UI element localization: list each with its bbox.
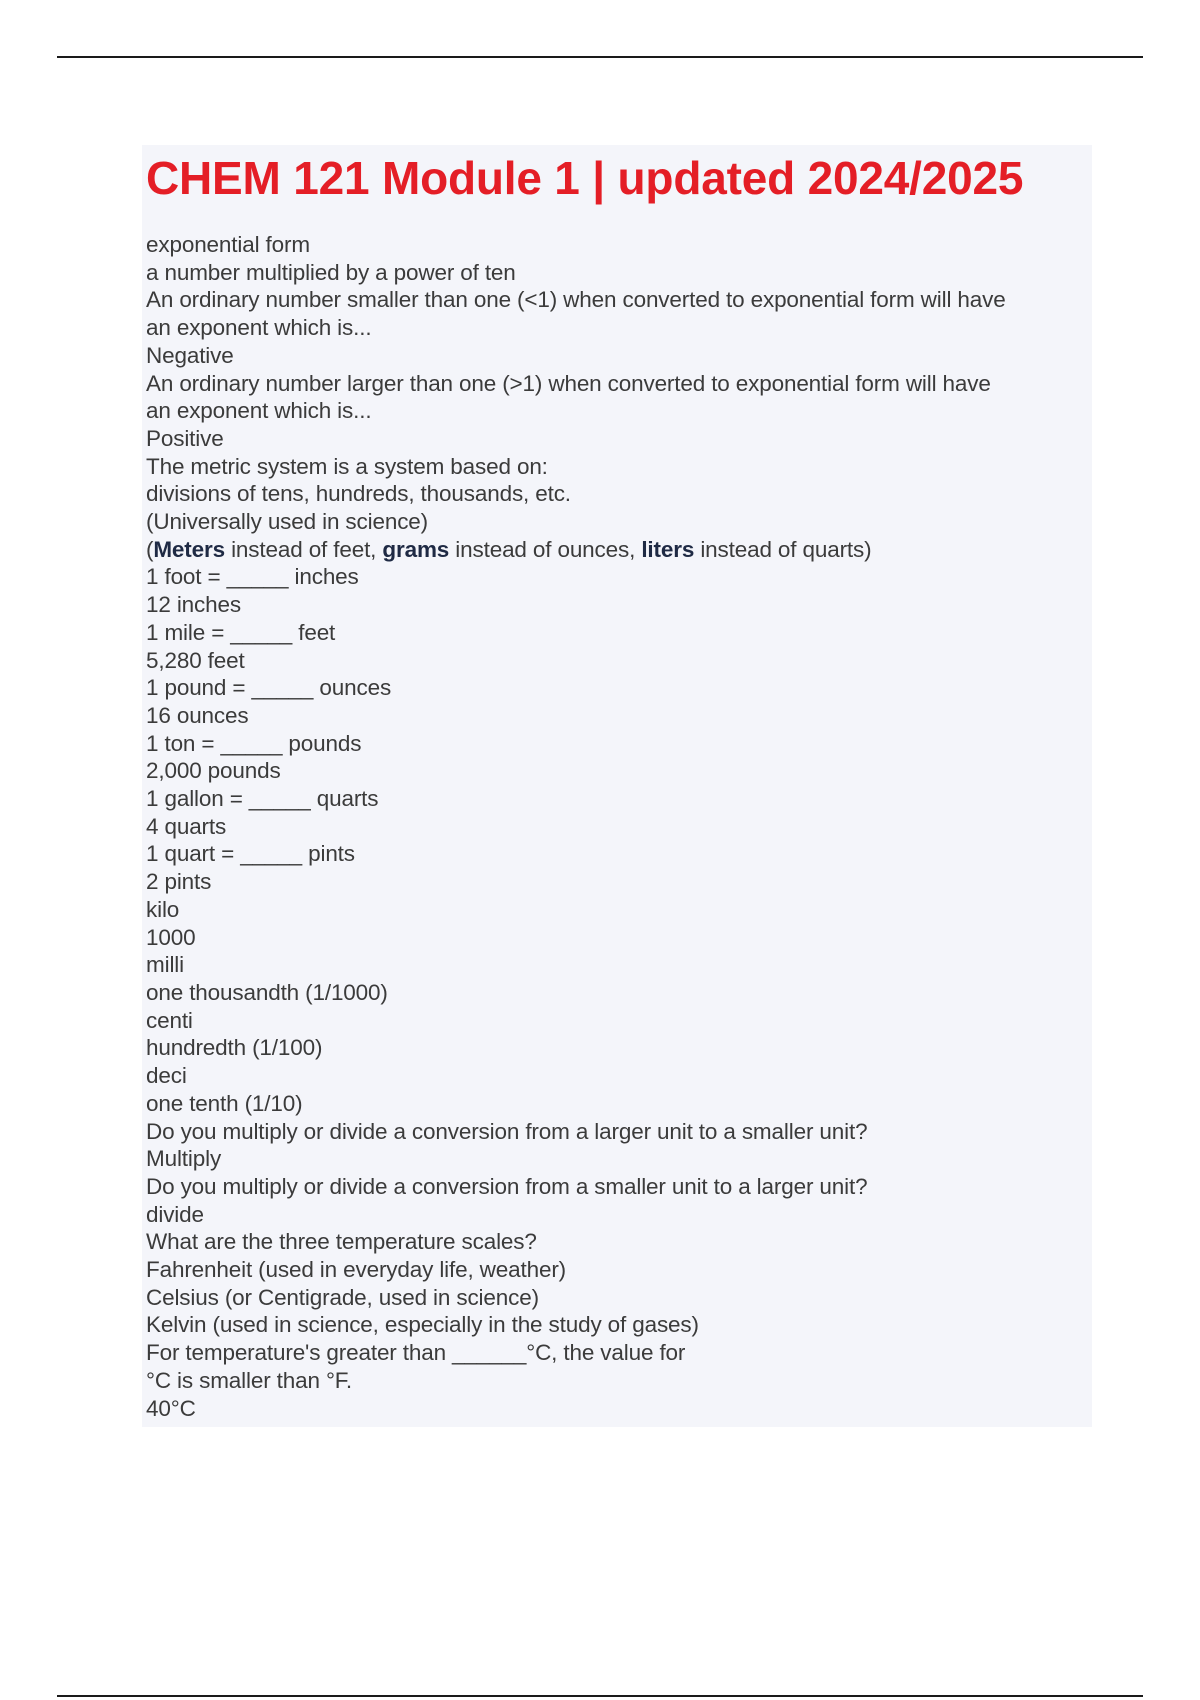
text-line: 1000	[146, 924, 196, 950]
text-line: 12 inches	[146, 592, 241, 618]
text-line: 1 quart = _____ pints	[146, 841, 355, 867]
text-line: centi	[146, 1007, 193, 1033]
text-line: an exponent which is...	[146, 398, 372, 424]
text-line: The metric system is a system based on:	[146, 453, 548, 479]
text-line: divide	[146, 1201, 204, 1227]
text-line: an exponent which is...	[146, 315, 372, 341]
text-line: 4 quarts	[146, 813, 227, 839]
flashcard-lines	[146, 231, 1088, 1422]
text-line: kilo	[146, 896, 180, 922]
text-line: 40°C	[146, 1395, 196, 1421]
text-line: °C is smaller than °F.	[146, 1367, 353, 1393]
text-line: 1 gallon = _____ quarts	[146, 786, 379, 812]
bold-meters: Meters	[153, 536, 225, 562]
text-line: Multiply	[146, 1146, 222, 1172]
text-line: Positive	[146, 425, 224, 451]
metric-text-3: instead of quarts)	[694, 536, 872, 562]
document-title: CHEM 121 Module 1 | updated 2024/2025	[146, 152, 1024, 204]
bold-grams: grams	[382, 536, 450, 562]
text-line: 1 pound = _____ ounces	[146, 675, 392, 701]
text-line: exponential form	[146, 232, 310, 257]
text-line: deci	[146, 1063, 187, 1089]
text-line: (Universally used in science)	[146, 509, 429, 535]
metric-units-line	[146, 536, 1088, 564]
text-line: An ordinary number smaller than one (<1) when converted to exponential form will have	[146, 287, 1006, 313]
text-line: 2,000 pounds	[146, 758, 281, 784]
text-line: 2 pints	[146, 869, 212, 895]
text-line: a number multiplied by a power of ten	[146, 259, 516, 285]
text-line: hundredth (1/100)	[146, 1035, 323, 1061]
text-line: milli	[146, 952, 184, 978]
text-line: divisions of tens, hundreds, thousands, etc.	[146, 481, 571, 507]
text-line: Negative	[146, 342, 234, 368]
text-line: Do you multiply or divide a conversion from a larger unit to a smaller unit?	[146, 1118, 868, 1144]
text-line: Fahrenheit (used in everyday life, weather)	[146, 1257, 567, 1283]
text-line: 16 ounces	[146, 702, 249, 728]
metric-open: (	[146, 536, 154, 562]
text-line: 1 ton = _____ pounds	[146, 730, 362, 756]
metric-text-1: instead of feet,	[224, 536, 383, 562]
document-panel	[142, 145, 1092, 1427]
text-line: Kelvin (used in science, especially in the study of gases)	[146, 1312, 699, 1338]
text-line: 1 foot = _____ inches	[146, 564, 359, 590]
text-line: For temperature's greater than ______°C, the value for	[146, 1340, 686, 1366]
text-line: Do you multiply or divide a conversion from a smaller unit to a larger unit?	[146, 1173, 868, 1199]
footer-rule	[57, 1695, 1143, 1697]
metric-text-2: instead of ounces,	[449, 536, 642, 562]
text-line: Celsius (or Centigrade, used in science)	[146, 1284, 539, 1310]
text-line: 1 mile = _____ feet	[146, 619, 336, 645]
text-line: one thousandth (1/1000)	[146, 979, 388, 1005]
bold-liters: liters	[641, 536, 695, 562]
text-line: one tenth (1/10)	[146, 1090, 303, 1116]
header-rule	[57, 56, 1143, 58]
text-line: What are the three temperature scales?	[146, 1229, 537, 1255]
text-line: 5,280 feet	[146, 647, 245, 673]
text-line: An ordinary number larger than one (>1) when converted to exponential form will have	[146, 370, 991, 396]
